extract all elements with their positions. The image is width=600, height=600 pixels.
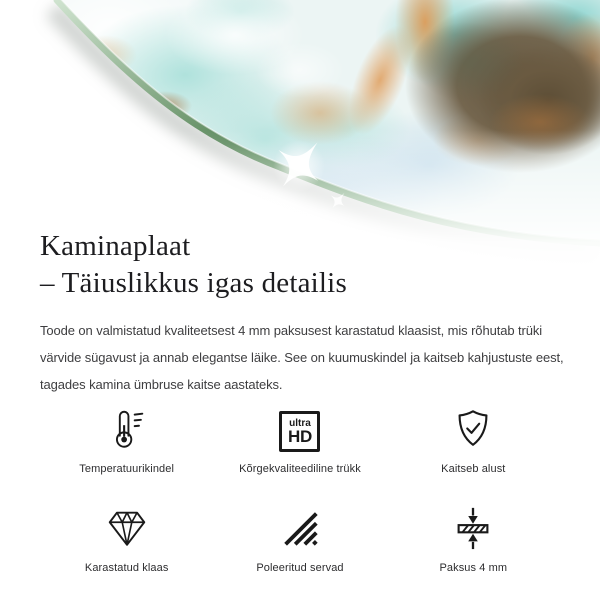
page-title: [40, 228, 560, 302]
title-line-2: – Täiuslikkus igas detailis: [40, 267, 347, 299]
thickness-icon: [450, 505, 496, 551]
feature-protects-base: [387, 406, 560, 475]
feature-label: Kaitseb alust: [441, 463, 506, 475]
feature-label: Kõrgekvaliteediline trükk: [239, 463, 361, 475]
feature-grid: [40, 406, 560, 574]
feature-label: Paksus 4 mm: [439, 562, 508, 574]
ultra-hd-icon: [279, 406, 320, 452]
product-description: Toode on valmistatud kvaliteetsest 4 mm paksusest karastatud klaasist, mis rõhutab trüki värvide sügavust ja annab elegantse läike. See on kuumuskindel ja kaitseb kahjustuste eest, tagades kamina ümbruse kaitse aastateks.: [40, 323, 564, 392]
feature-thickness: [387, 505, 560, 574]
diamond-icon: [104, 505, 150, 551]
feature-label: Poleeritud servad: [256, 562, 344, 574]
feature-temperature-resistant: [40, 406, 213, 475]
shield-check-icon: [450, 406, 496, 452]
feature-polished-edges: [213, 505, 386, 574]
title-line-1: Kaminaplaat: [40, 230, 191, 262]
feature-ultra-hd-print: [213, 406, 386, 475]
ultra-hd-badge-top: ultra: [289, 418, 311, 429]
feature-label: Temperatuurikindel: [79, 463, 175, 475]
ultra-hd-badge-bottom: HD: [288, 427, 312, 446]
thermometer-icon: [104, 406, 150, 452]
polished-edges-icon: [277, 505, 323, 551]
feature-label: Karastatud klaas: [84, 562, 169, 574]
feature-tempered-glass: [40, 505, 213, 574]
